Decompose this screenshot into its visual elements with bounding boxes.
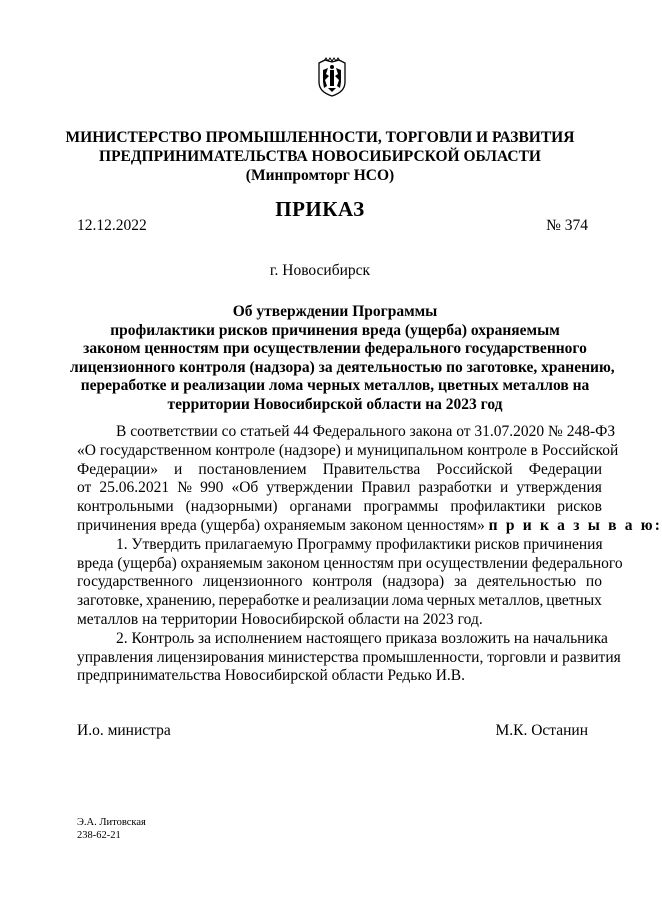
word: «Об	[231, 479, 259, 497]
word: 25.06.2021	[99, 479, 170, 497]
word: заготовке,	[77, 592, 144, 610]
word: органами	[289, 498, 352, 516]
word: по	[585, 573, 602, 591]
word: переработке	[218, 592, 300, 610]
word: Правительства	[322, 460, 421, 478]
word: разработки	[418, 479, 492, 497]
paragraph-1-last-line	[77, 516, 662, 536]
word: утверждении	[266, 479, 354, 497]
word: контрольными	[77, 498, 174, 516]
paragraph-3-line: управления лицензирования министерства промышленности, торговли и развития	[77, 648, 621, 666]
word: государственного	[77, 573, 193, 591]
signatory-title: И.о. министра	[77, 722, 171, 739]
paragraph-1-justified-line	[77, 461, 602, 480]
paragraph-1-justified-line	[77, 479, 602, 498]
signatory-name: М.К. Останин	[495, 722, 588, 739]
subject-line-2: профилактики рисков причинения вреда (ущерба) охраняемым	[110, 321, 560, 339]
paragraph-2-justified-line	[77, 592, 602, 611]
coat-of-arms-icon	[315, 58, 349, 98]
paragraph-1-text: причинения вреда (ущерба) охраняемым законом ценностям»	[77, 516, 485, 534]
subject-line-3: законом ценностям при осуществлении федерального государственного	[83, 340, 587, 357]
word: утверждения	[516, 479, 602, 497]
paragraph-3-line: предпринимательства Новосибирской области Редько И.В.	[77, 667, 466, 685]
paragraph-1-line: «О государственном контроле (надзоре) и муниципальном контроле в Российской	[77, 441, 619, 459]
ministry-line-2: ПРЕДПРИНИМАТЕЛЬСТВА НОВОСИБИРСКОЙ ОБЛАСТИ	[99, 148, 541, 165]
word: Правил	[361, 479, 411, 497]
word: контроля	[312, 573, 373, 591]
executor-info	[77, 816, 146, 842]
document-type: ПРИКАЗ	[275, 197, 365, 221]
word: постановлением	[198, 460, 307, 478]
word: (надзорными)	[185, 498, 278, 516]
paragraph-2-line: вреда (ущерба) охраняемым законом ценностям при осуществлении федерального	[77, 554, 623, 572]
document-subject	[70, 303, 615, 414]
subject-line-6: территории Новосибирской области на 2023 год	[167, 395, 503, 413]
word: лома	[391, 592, 424, 610]
paragraph-2-justified-line	[77, 573, 602, 592]
word: (надзора)	[382, 573, 445, 591]
paragraph-1-line: В соответствии со статьей 44 Федерального закона от 31.07.2020 № 248-ФЗ	[116, 423, 616, 440]
word: профилактики	[450, 498, 546, 516]
document-city: г. Новосибирск	[269, 262, 371, 279]
word: Федерации»	[77, 460, 158, 478]
document-date: 12.12.2022	[77, 217, 147, 234]
paragraph-2-line: 1. Утвердить прилагаемую Программу профилактики рисков причинения	[116, 535, 603, 553]
ministry-line-1: МИНИСТЕРСТВО ПРОМЫШЛЕННОСТИ, ТОРГОВЛИ И РАЗВИТИЯ	[65, 129, 575, 146]
document-number: № 374	[546, 217, 588, 234]
word: хранению,	[145, 592, 216, 610]
paragraph-2-line: металлов на территории Новосибирской области на 2023 год.	[77, 610, 483, 628]
word: за	[454, 573, 468, 591]
subject-line-1: Об утверждении Программы	[232, 303, 438, 320]
word: металлов,	[478, 592, 544, 610]
word: от	[77, 479, 92, 497]
word: и	[302, 592, 311, 610]
word: и	[174, 460, 183, 478]
word: и	[499, 479, 509, 497]
order-keyword: п р и к а з ы в а ю:	[488, 516, 662, 534]
executor-phone: 238-62-21	[77, 830, 121, 841]
subject-line-4: лицензионного контроля (надзора) за деятельностью по заготовке, хранению,	[70, 358, 615, 376]
word: лицензионного	[202, 573, 303, 591]
word: 990	[200, 479, 224, 497]
executor-name: Э.А. Литовская	[77, 817, 146, 828]
word: рисков	[557, 498, 602, 516]
word: деятельностью	[476, 573, 577, 591]
word: цветных	[546, 592, 602, 610]
word: реализации	[313, 592, 389, 610]
word: программы	[363, 498, 439, 516]
word: Российской	[436, 460, 513, 478]
subject-line-5: переработке и реализации лома черных металлов, цветных металлов на	[80, 377, 590, 394]
word: №	[177, 479, 193, 497]
word: Федерации	[528, 460, 602, 478]
word: черных	[426, 592, 476, 610]
document-body	[77, 423, 662, 686]
paragraph-1-justified-line	[77, 498, 602, 517]
ministry-name	[60, 128, 580, 185]
ministry-abbreviation: (Минпромторг НСО)	[245, 167, 395, 184]
paragraph-3-line: 2. Контроль за исполнением настоящего приказа возложить на начальника	[116, 629, 608, 647]
